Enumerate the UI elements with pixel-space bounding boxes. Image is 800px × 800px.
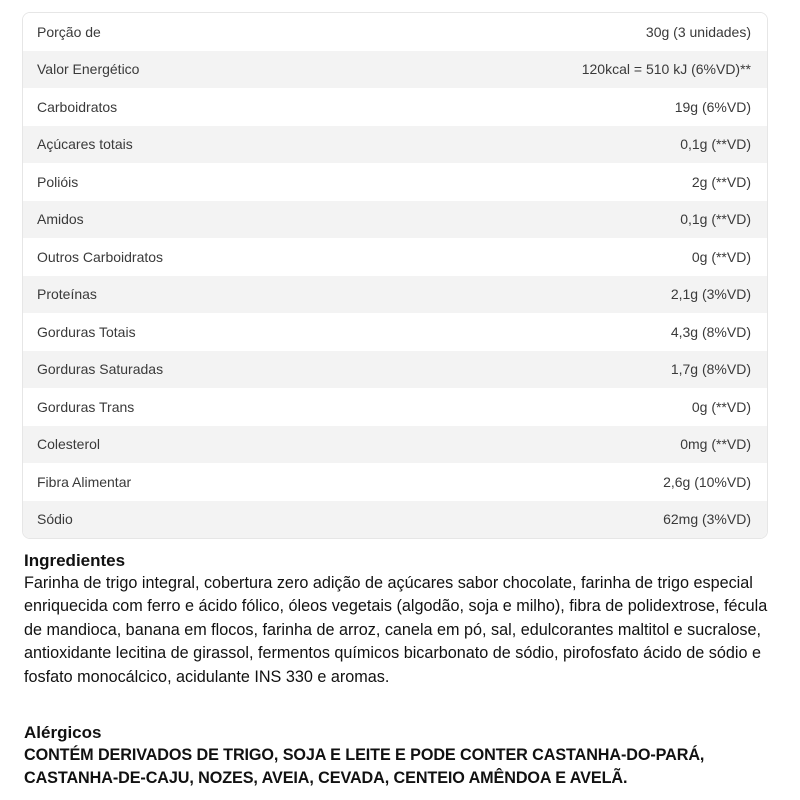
nutrient-value: 120kcal = 510 kJ (6%VD)**: [581, 61, 751, 78]
nutrient-label: Proteínas: [37, 286, 97, 303]
nutrition-row-other-carbohydrates: [23, 238, 767, 276]
nutrition-row-proteins: [23, 276, 767, 314]
nutrition-row-sodium: [23, 501, 767, 539]
nutrient-value: 2,6g (10%VD): [663, 473, 751, 490]
ingredients-section: [24, 550, 784, 689]
nutrient-label: Outros Carboidratos: [37, 248, 164, 265]
nutrition-row-cholesterol: [23, 426, 767, 464]
nutrient-label: Carboidratos: [37, 98, 118, 115]
nutrient-value: 2,1g (3%VD): [670, 286, 751, 303]
allergens-title: Alérgicos: [24, 723, 102, 742]
nutrient-label: Açúcares totais: [37, 136, 133, 153]
nutrient-label: Amidos: [37, 211, 84, 228]
nutrient-label: Porção de: [37, 23, 101, 40]
nutrient-label: Sódio: [37, 511, 73, 528]
nutrient-label: Gorduras Trans: [37, 398, 135, 415]
nutrient-value: 0g (**VD): [691, 398, 751, 415]
nutrient-value: 30g (3 unidades): [645, 23, 751, 40]
ingredients-title: Ingredientes: [24, 551, 126, 570]
nutrient-value: 62mg (3%VD): [663, 511, 751, 528]
nutrient-value: 0,1g (**VD): [680, 136, 751, 153]
nutrient-label: Valor Energético: [37, 61, 140, 78]
nutrient-value: 19g (6%VD): [674, 98, 751, 115]
nutrition-row-energy: [23, 51, 767, 89]
nutrition-row-saturated-fat: [23, 351, 767, 389]
nutrition-row-carbohydrates: [23, 88, 767, 126]
nutrition-row-dietary-fiber: [23, 463, 767, 501]
nutrition-row-total-sugars: [23, 126, 767, 164]
nutrient-value: 0g (**VD): [691, 248, 751, 265]
ingredients-text: Farinha de trigo integral, cobertura zero adição de açúcares sabor chocolate, farinha de trigo especial enriquecida com ferro e ácido fólico, óleos vegetais (algodão, soja e milho), fibra de polidextrose, fécula de mandioca, banana em flocos, farinha de arroz, canela em pó, sal, edulcorantes maltitol e sucralose, antioxidante lecitina de girassol, fermentos químicos bicarbonato de sódio, pirofosfato ácido de sódio e fosfato monocálcico, acidulante INS 330 e aromas.: [24, 574, 768, 686]
nutrient-value: 1,7g (8%VD): [670, 361, 751, 378]
nutrition-row-total-fat: [23, 313, 767, 351]
nutrient-value: 4,3g (8%VD): [670, 323, 751, 340]
nutrition-row-portion: [23, 13, 767, 51]
nutrient-value: 2g (**VD): [691, 173, 751, 190]
nutrient-value: 0mg (**VD): [680, 436, 751, 453]
nutrition-table: [22, 12, 768, 539]
nutrition-row-starches: [23, 201, 767, 239]
nutrient-label: Gorduras Totais: [37, 323, 136, 340]
allergens-text: CONTÉM DERIVADOS DE TRIGO, SOJA E LEITE E PODE CONTER CASTANHA-DO-PARÁ, CASTANHA-DE-CAJU, NOZES, AVEIA, CEVADA, CENTEIO AMÊNDOA E AVELÃ.: [24, 746, 705, 787]
nutrient-label: Gorduras Saturadas: [37, 361, 164, 378]
nutrition-row-trans-fat: [23, 388, 767, 426]
nutrient-label: Colesterol: [37, 436, 101, 453]
nutrient-value: 0,1g (**VD): [680, 211, 751, 228]
nutrition-row-polyols: [23, 163, 767, 201]
nutrient-label: Polióis: [37, 173, 79, 190]
allergens-section: [24, 722, 784, 790]
nutrient-label: Fibra Alimentar: [37, 473, 132, 490]
